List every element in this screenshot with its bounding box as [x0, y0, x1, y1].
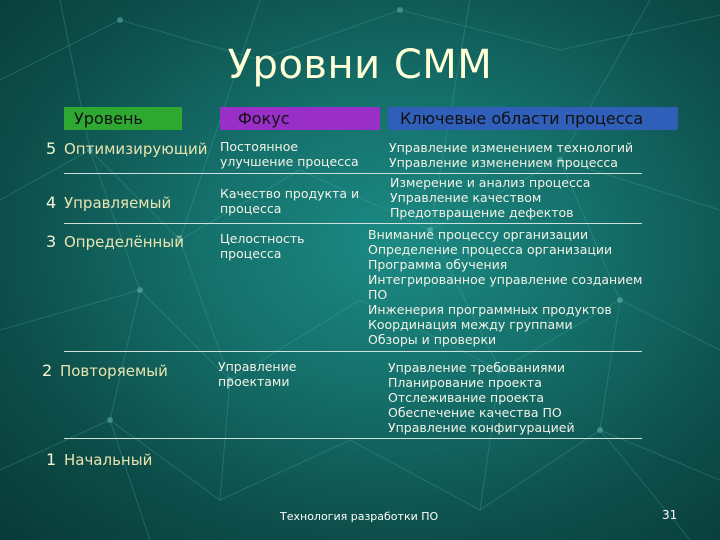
header-areas: Ключевые области процесса [388, 107, 678, 130]
page-number: 31 [662, 508, 678, 522]
level-3-label [46, 232, 184, 251]
level-name: Определённый [63, 233, 184, 251]
level-5-areas: Управление изменением технологий Управление изменением процесса [389, 140, 634, 170]
level-2-areas: Управление требованиями Планирование проекта Отслеживание проекта Обеспечение качества ПО Управление конфигурацией [388, 360, 575, 435]
level-number: 1 [46, 450, 57, 469]
level-number: 4 [46, 193, 57, 212]
level-4-label [46, 193, 171, 212]
level-5-focus: Постоянное улучшение процесса [220, 139, 359, 169]
level-2-focus: Управление проектами [218, 359, 297, 389]
slide-footer: Технология разработки ПО [280, 510, 439, 523]
level-number: 2 [42, 361, 53, 380]
header-level: Уровень [64, 107, 182, 130]
level-3-areas: Внимание процессу организации Определение процесса организации Программа обучения Интегрированное управление созданием ПО Инженерия программных продуктов Координация между группами Обзоры и проверки [368, 227, 643, 347]
row-divider [64, 351, 642, 352]
level-name: Повторяемый [59, 362, 168, 380]
row-divider [64, 173, 642, 174]
header-focus: Фокус [220, 107, 380, 130]
level-1-label [46, 450, 152, 469]
slide-title: Уровни СММ [227, 42, 493, 88]
row-divider [64, 438, 642, 439]
level-4-focus: Качество продукта и процесса [220, 186, 360, 216]
level-name: Начальный [63, 451, 153, 469]
level-number: 5 [46, 139, 57, 158]
level-number: 3 [46, 232, 57, 251]
level-2-label [42, 361, 168, 380]
level-4-areas: Измерение и анализ процесса Управление качеством Предотвращение дефектов [390, 175, 591, 220]
level-name: Управляемый [63, 194, 172, 212]
row-divider [64, 223, 642, 224]
level-name: Оптимизирующий [63, 140, 208, 158]
level-5-label [46, 139, 208, 158]
level-3-focus: Целостность процесса [220, 231, 305, 261]
